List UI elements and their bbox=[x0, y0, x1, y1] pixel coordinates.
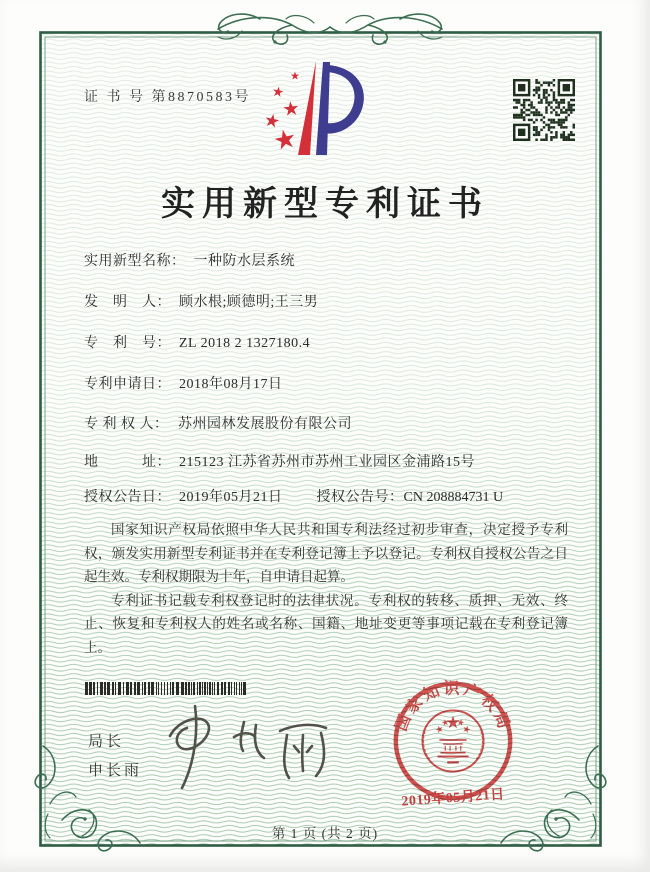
field-value: 一种防水层系统 bbox=[193, 254, 295, 269]
field-label: 发 明 人： bbox=[84, 295, 171, 310]
director-name: 申长雨 bbox=[88, 762, 143, 779]
field-label: 专利申请日： bbox=[84, 377, 171, 392]
field-value: ZL 2018 2 1327180.4 bbox=[179, 336, 311, 351]
field-row-name bbox=[84, 250, 295, 270]
seal-text: 国家知识产权局 bbox=[392, 680, 514, 734]
field-row-address bbox=[84, 451, 475, 471]
field-row-inventors bbox=[84, 291, 318, 311]
field-value: 苏州园林发展股份有限公司 bbox=[178, 417, 352, 432]
certificate-number: 证 书 号 第8870583号 bbox=[84, 90, 251, 105]
field-label: 专 利 号： bbox=[84, 336, 171, 351]
field-row-patent-number bbox=[84, 332, 310, 352]
field-value: 顾水根;顾德明;王三男 bbox=[179, 295, 319, 310]
field-row-patentee bbox=[84, 413, 352, 433]
certificate-title: 实用新型专利证书 bbox=[161, 186, 489, 223]
director-block bbox=[88, 727, 142, 785]
grant-number-label: 授权公告号： bbox=[316, 490, 404, 505]
legal-text bbox=[84, 518, 568, 659]
field-value: 2018年08月17日 bbox=[179, 377, 283, 392]
director-signature bbox=[156, 700, 351, 798]
page-footer: 第 1 页 (共 2 页) bbox=[271, 826, 379, 841]
field-label: 地 址： bbox=[84, 455, 171, 470]
field-label: 授权公告日： bbox=[84, 490, 171, 505]
field-row-grant bbox=[84, 486, 503, 506]
director-title: 局长 bbox=[88, 733, 125, 750]
field-value: 215123 江苏省苏州市苏州工业园区金浦路15号 bbox=[179, 455, 475, 470]
field-row-filing-date bbox=[84, 373, 283, 393]
seal-date: 2019年05月21日 bbox=[400, 787, 506, 810]
grant-number-value: CN 208884731 U bbox=[403, 490, 504, 505]
cnipa-patent-logo bbox=[260, 56, 378, 162]
field-value: 2019年05月21日 bbox=[179, 490, 283, 505]
legal-paragraph: 国家知识产权局依照中华人民共和国专利法经过初步审查，决定授予专利权，颁发实用新型专利证书并在专利登记簿上予以登记。专利权自授权公告之日起生效。专利权期限为十年，自申请日起算。 bbox=[84, 522, 568, 584]
qr-code bbox=[513, 79, 575, 141]
field-label: 专 利 权 人： bbox=[84, 417, 169, 432]
barcode bbox=[85, 682, 253, 695]
field-label: 实用新型名称： bbox=[84, 254, 186, 269]
legal-paragraph: 专利证书记载专利权登记时的法律状况。专利权的转移、质押、无效、终止、恢复和专利权人的姓名或名称、国籍、地址变更等事项记载在专利登记簿上。 bbox=[84, 592, 568, 655]
